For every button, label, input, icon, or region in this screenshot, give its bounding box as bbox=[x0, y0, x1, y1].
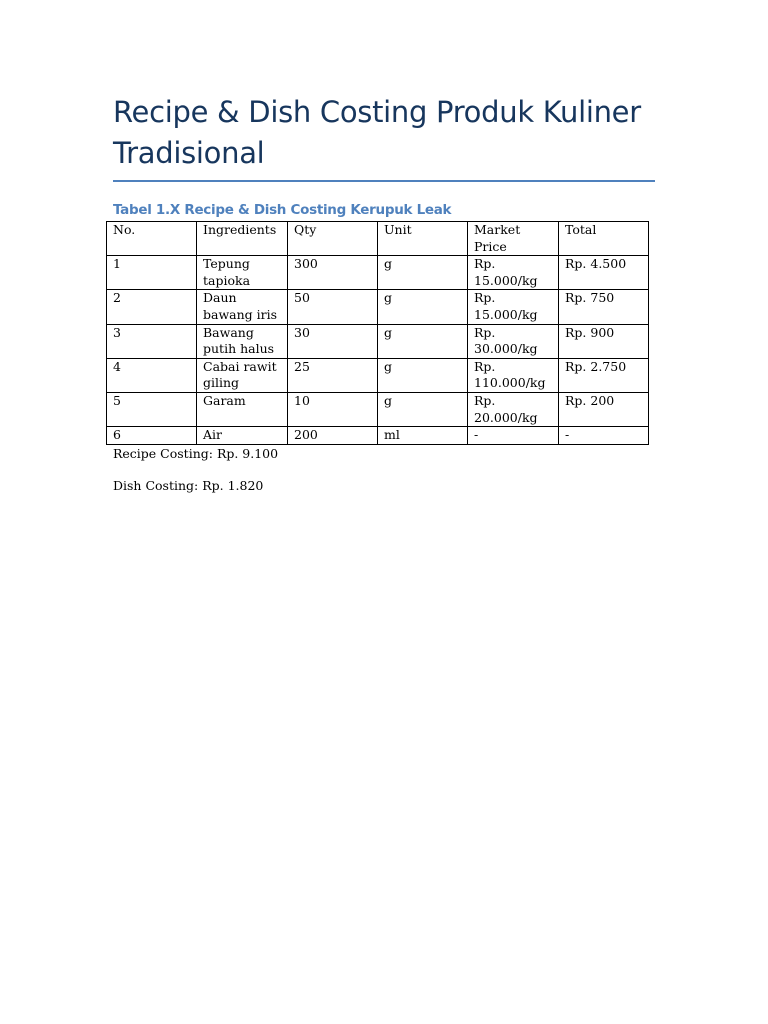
header-ingredients: Ingredients bbox=[197, 222, 288, 256]
cell-ingredient: Daun bawang iris bbox=[197, 290, 288, 324]
cell-no: 2 bbox=[107, 290, 197, 324]
cell-market-price: Rp. 15.000/kg bbox=[468, 290, 559, 324]
document-page bbox=[113, 92, 655, 494]
table-row bbox=[107, 358, 649, 392]
cell-ingredient: Bawang putih halus bbox=[197, 324, 288, 358]
cell-unit: g bbox=[378, 290, 468, 324]
cell-ingredient: Garam bbox=[197, 392, 288, 426]
cell-no: 6 bbox=[107, 427, 197, 445]
cell-unit: ml bbox=[378, 427, 468, 445]
cell-unit: g bbox=[378, 358, 468, 392]
cell-total: Rp. 200 bbox=[559, 392, 649, 426]
cell-total: Rp. 900 bbox=[559, 324, 649, 358]
cell-no: 3 bbox=[107, 324, 197, 358]
table-row bbox=[107, 256, 649, 290]
costing-table bbox=[106, 221, 649, 445]
cell-no: 4 bbox=[107, 358, 197, 392]
document-title: Recipe & Dish Costing Produk Kuliner Tradisional bbox=[113, 95, 641, 170]
cell-qty: 300 bbox=[288, 256, 378, 290]
cell-qty: 25 bbox=[288, 358, 378, 392]
table-row bbox=[107, 427, 649, 445]
cell-total: Rp. 2.750 bbox=[559, 358, 649, 392]
table-header-row bbox=[107, 222, 649, 256]
header-no: No. bbox=[107, 222, 197, 256]
cell-market-price: Rp. 110.000/kg bbox=[468, 358, 559, 392]
cell-ingredient: Tepung tapioka bbox=[197, 256, 288, 290]
header-market-price: Market Price bbox=[468, 222, 559, 256]
header-unit: Unit bbox=[378, 222, 468, 256]
table-row bbox=[107, 392, 649, 426]
header-total: Total bbox=[559, 222, 649, 256]
cell-qty: 200 bbox=[288, 427, 378, 445]
cell-unit: g bbox=[378, 256, 468, 290]
dish-costing-summary: Dish Costing: Rp. 1.820 bbox=[113, 477, 264, 493]
cell-qty: 50 bbox=[288, 290, 378, 324]
cell-no: 5 bbox=[107, 392, 197, 426]
table-row bbox=[107, 324, 649, 358]
cell-total: Rp. 750 bbox=[559, 290, 649, 324]
cell-market-price: Rp. 20.000/kg bbox=[468, 392, 559, 426]
cell-ingredient: Air bbox=[197, 427, 288, 445]
cell-market-price: Rp. 15.000/kg bbox=[468, 256, 559, 290]
table-caption: Tabel 1.X Recipe & Dish Costing Kerupuk Leak bbox=[113, 202, 452, 218]
cell-market-price: Rp. 30.000/kg bbox=[468, 324, 559, 358]
recipe-costing-summary: Recipe Costing: Rp. 9.100 bbox=[113, 445, 279, 461]
cell-ingredient: Cabai rawit giling bbox=[197, 358, 288, 392]
table-row bbox=[107, 290, 649, 324]
cell-no: 1 bbox=[107, 256, 197, 290]
cell-market-price: - bbox=[468, 427, 559, 445]
cell-unit: g bbox=[378, 392, 468, 426]
title-underline bbox=[113, 180, 655, 182]
cell-qty: 30 bbox=[288, 324, 378, 358]
cell-total: - bbox=[559, 427, 649, 445]
cell-qty: 10 bbox=[288, 392, 378, 426]
cell-unit: g bbox=[378, 324, 468, 358]
cell-total: Rp. 4.500 bbox=[559, 256, 649, 290]
header-qty: Qty bbox=[288, 222, 378, 256]
